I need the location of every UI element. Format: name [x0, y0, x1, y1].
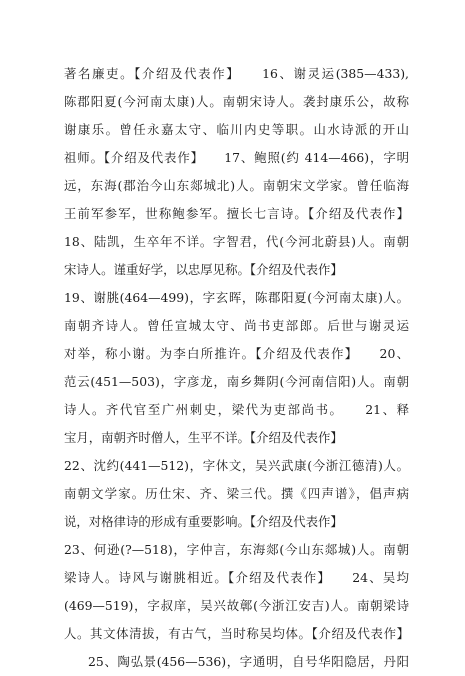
text-line: 著名廉吏。【介绍及代表作】 16、谢灵运(385—433), [64, 66, 409, 81]
text-line: 远，东海(郡治今山东郯城北)人。南朝宋文学家。曾任临海 [64, 178, 409, 193]
text-line: 陈郡阳夏(今河南太康)人。南朝宋诗人。袭封康乐公，故称 [64, 94, 409, 109]
text-line: 诗人。齐代官至广州刺史，梁代为吏部尚书。 21、释 [64, 402, 409, 417]
text-line: 南朝齐诗人。曾任宣城太守、尚书吏部郎。后世与谢灵运 [64, 318, 409, 333]
text-line: 宝月，南朝齐时僧人，生平不详。【介绍及代表作】 [64, 430, 343, 445]
text-line: 宋诗人。谨重好学，以忠厚见称。【介绍及代表作】 [64, 262, 343, 277]
text-line: (469—519)，字叔庠，吴兴故鄣(今浙江安吉)人。南朝梁诗 [64, 598, 409, 613]
text-line: 18、陆凯，生卒年不详。字智君，代(今河北蔚县)人。南朝 [64, 234, 409, 249]
text-line: 王前军参军，世称鲍参军。擅长七言诗。【介绍及代表作】 [64, 206, 409, 221]
text-line: 23、何逊(?—518)，字仲言，东海郯(今山东郯城)人。南朝 [64, 542, 409, 557]
text-line: 19、谢朓(464—499)，字玄晖，陈郡阳夏(今河南太康)人。 [64, 290, 409, 305]
text-line: 说，对格律诗的形成有重要影响。【介绍及代表作】 [64, 514, 343, 529]
text-line: 谢康乐。曾任永嘉太守、临川内史等职。山水诗派的开山 [64, 122, 409, 137]
text-line: 25、陶弘景(456—536)，字通明，自号华阳隐居，丹阳 [88, 654, 409, 669]
text-line: 范云(451—503)，字彦龙，南乡舞阴(今河南信阳)人。南朝 [64, 374, 409, 389]
document-text-block [64, 60, 409, 676]
text-line: 22、沈约(441—512)，字休文，吴兴武康(今浙江德清)人。 [64, 458, 409, 473]
text-line: 梁诗人。诗风与谢朓相近。【介绍及代表作】 24、吴均 [64, 570, 409, 585]
text-line: 南朝文学家。历仕宋、齐、梁三代。撰《四声谱》，倡声病 [64, 486, 409, 501]
text-line: 祖师。【介绍及代表作】 17、鲍照(约 414—466)，字明 [64, 150, 409, 165]
text-line: 对举，称小谢。为李白所推许。【介绍及代表作】 20、 [64, 346, 409, 361]
text-line: 人。其文体清拔，有古气，当时称吴均体。【介绍及代表作】 [64, 626, 409, 641]
